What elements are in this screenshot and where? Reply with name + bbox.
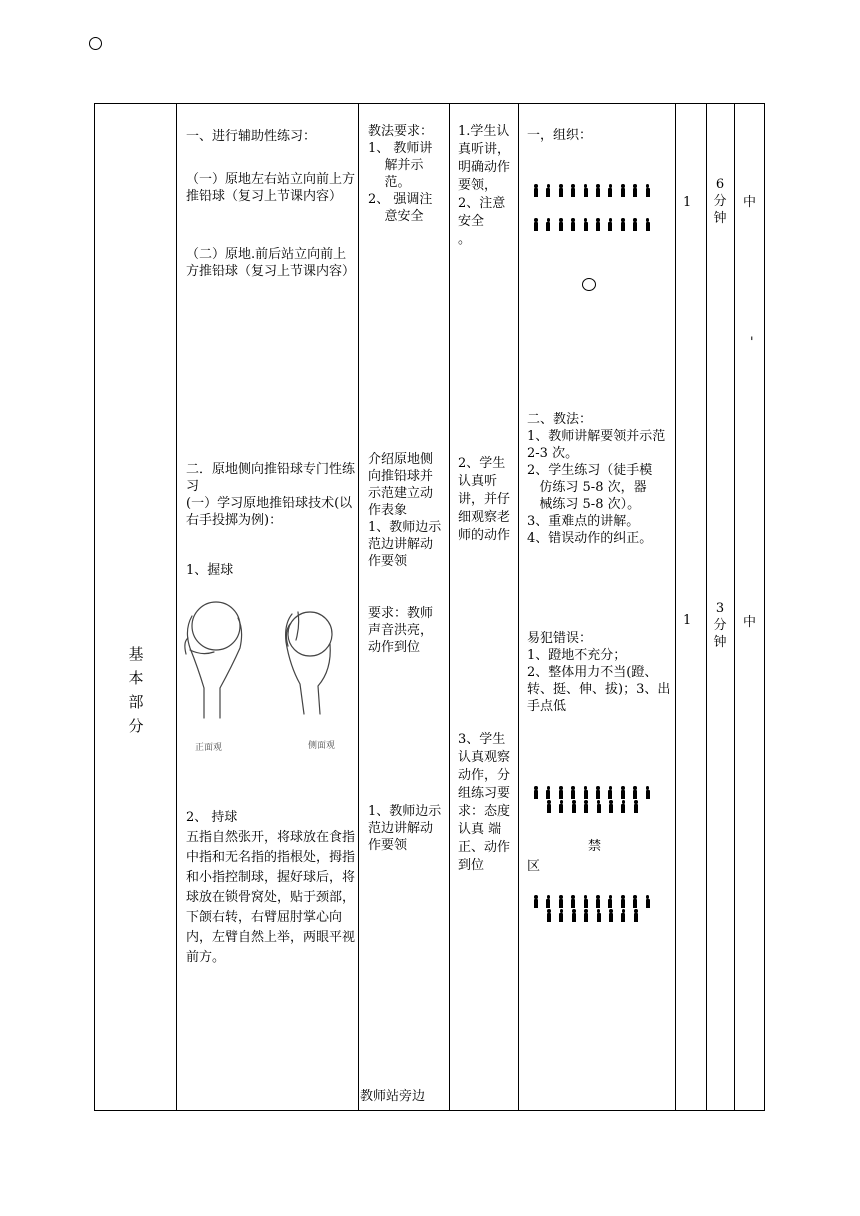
column-divider bbox=[675, 103, 676, 1111]
org-common-errors: 易犯错误： 1、蹬地不充分； 2、整体用力不当(蹬、转、挺、伸、拔)；3、出手点低 bbox=[527, 631, 671, 714]
column-divider bbox=[518, 103, 519, 1111]
org-teaching-method: 二、教法： 1、教师讲解要领并示范 2-3 次。 2、学生练习（徒手模 仿练习 5-8 次，器 械练习 5-8 次）。 3、重难点的讲解。 4、错误动作的纠正。 bbox=[527, 412, 666, 546]
formation-row-6 bbox=[546, 909, 639, 922]
grip-illustration bbox=[180, 594, 352, 754]
column-divider bbox=[449, 103, 450, 1111]
content-exercise-2: （二）原地.前后站立向前上方推铅球（复习上节课内容） bbox=[186, 247, 356, 279]
forbidden-zone-char-2: 区 bbox=[527, 859, 541, 874]
student-observe: 2、学生认真听讲，并仔细观察老师的动作 bbox=[458, 456, 511, 543]
content-exercise-1: （一）原地左右站立向前上方推铅球（复习上节课内容） bbox=[186, 172, 356, 204]
hand-front-left bbox=[187, 616, 204, 718]
column-divider bbox=[734, 103, 735, 1111]
formation-row-2 bbox=[533, 218, 651, 231]
student-practice: 3、学生认真观察 动作，分组练习要求：态度认真 端正、动作到位 bbox=[458, 732, 515, 873]
intensity-row-1: 中 bbox=[743, 195, 757, 210]
forbidden-zone-char-1: 禁 bbox=[588, 839, 602, 854]
column-divider bbox=[358, 103, 359, 1111]
teacher-demo-2: 1、教师边示范边讲解动作要领 bbox=[368, 804, 442, 853]
ball-side bbox=[288, 612, 332, 656]
column-divider bbox=[706, 103, 707, 1111]
teacher-position-circle bbox=[582, 278, 596, 291]
formation-row-5 bbox=[533, 895, 651, 908]
intensity-row-2: 中 bbox=[743, 615, 757, 630]
content-exercise-title: 一、进行辅助性练习： bbox=[186, 129, 317, 144]
section-label: 基 本 部 分 bbox=[128, 645, 144, 735]
teacher-voice-requirement: 要求：教师声音洪亮，动作到位 bbox=[368, 606, 434, 655]
student-listen: 1.学生认真听讲，明确动作要领， 2、注意安全 。 bbox=[458, 124, 511, 247]
time-row-2: 3 分 钟 bbox=[713, 601, 727, 650]
teacher-demo: 介绍原地侧向推铅球并示范建立动作表象 1、教师边示范边讲解动作要领 bbox=[368, 452, 442, 569]
content-technique-title: 二．原地侧向推铅球专门性练习 (一）学习原地推铅球技术(以右手投掷为例)： bbox=[186, 462, 356, 528]
formation-row-3 bbox=[533, 786, 651, 799]
count-row-1: 1 bbox=[683, 195, 692, 210]
column-divider bbox=[176, 103, 177, 1111]
formation-row-4 bbox=[546, 800, 639, 813]
count-row-2: 1 bbox=[683, 613, 692, 628]
page-corner-circle bbox=[89, 37, 102, 50]
org-title: 一，组织： bbox=[527, 128, 593, 143]
caption-front-view: 正面观 bbox=[195, 743, 223, 753]
content-hold-ball: 2、 持球 五指自然张开，将球放在食指中指和无名指的指根处，拇指和小指控制球，握好球后，将球放在锁骨窝处，贴于颈部，下颌右转，右臂屈肘掌心向内，左臂自然上举，两眼平视前方。 bbox=[186, 810, 356, 965]
time-row-1: 6 分 钟 bbox=[713, 177, 727, 226]
teacher-requirements: 教法要求： 1、 教师讲 解并示 范。 2、 强调注 意安全 bbox=[368, 124, 434, 224]
teacher-position: 教师站旁边 bbox=[360, 1089, 426, 1104]
caption-side-view: 侧面观 bbox=[308, 741, 336, 751]
content-grip-title: 1、握球 bbox=[186, 563, 234, 578]
formation-row-1 bbox=[533, 184, 651, 197]
stray-mark: ' bbox=[750, 335, 754, 350]
ball-front bbox=[192, 602, 240, 650]
